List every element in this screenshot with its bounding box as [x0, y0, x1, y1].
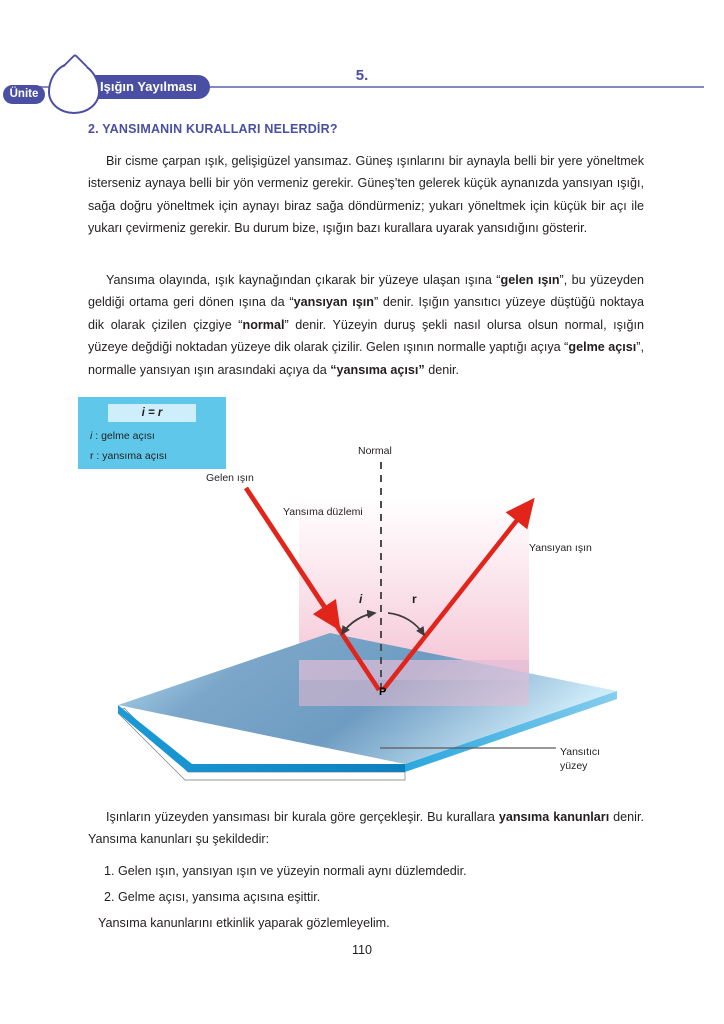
angle-label-r: r — [412, 592, 417, 606]
term-yansiyan-isin: yansıyan ışın — [293, 295, 374, 310]
paragraph-intro: Bir cisme çarpan ışık, gelişigüzel yansımaz. Güneş ışınlarını bir aynayla belli bir yere yöneltmek isterseniz aynaya belli bir yön vermeniz gerekir. Güneş’ten gelerek küçük aynanızda yansıyan ışığı, sağa doğru yöneltmek için aynayı biraz sağa döndürmeniz; yukarı yöneltmek için küçük bir açı ile yukarı çevirmeniz gerekir. Bu durum bize, ışığın bazı kurallara uyarak yansıdığını gösterir. — [88, 154, 644, 236]
text-run: ”, bu yüzeyden geldiği ortama geri dönen ışına da “ — [88, 273, 644, 310]
law-item-1: 1. Gelen ışın, yansıyan ışın ve yüzeyin normali aynı düzlemdedir. — [104, 864, 467, 878]
text-run: denir. — [424, 362, 460, 377]
text-run: denir. Yansıma kanunları şu şekildedir: — [88, 810, 644, 847]
label-reflected-ray: Yansıyan ışın — [529, 542, 592, 554]
term-yansima-acisi: “yansıma açısı” — [330, 362, 425, 377]
unit-title-pill: Işığın Yayılması — [84, 75, 210, 99]
unit-badge-droplet-icon — [48, 62, 100, 114]
label-reflection-plane: Yansıma düzlemi — [283, 506, 363, 518]
label-reflecting-surface — [560, 745, 600, 773]
paragraph-closing: Yansıma kanunlarını etkinlik yaparak gözlemleyelim. — [98, 916, 390, 930]
label-normal: Normal — [358, 445, 392, 457]
label-reflecting-surface-line2: yüzey — [560, 760, 588, 772]
text-run: ”, normalle yansıyan ışın arasındaki açıya da — [88, 340, 644, 377]
label-reflecting-surface-line1: Yansıtıcı — [560, 746, 601, 758]
legend-box — [78, 397, 226, 469]
plane-shade — [299, 660, 529, 680]
term-yansima-kanunlari: yansıma kanunları — [498, 810, 610, 824]
legend-symbol-r: r — [90, 450, 94, 462]
unit-number: 5. — [355, 67, 369, 84]
page-number: 110 — [351, 943, 373, 957]
term-gelme-acisi: gelme açısı — [568, 340, 637, 355]
law-item-2: 2. Gelme açısı, yansıma açısına eşittir. — [104, 890, 321, 904]
term-gelen-isin: gelen ışın — [500, 273, 560, 287]
legend-equation: i = r — [108, 404, 196, 422]
legend-text-r: : yansıma açısı — [93, 450, 168, 462]
text-run: Yansıma olayında, ışık kaynağından çıkarak bir yüzeye ulaşan ışına “ — [106, 273, 501, 287]
unit-word-label: Ünite — [3, 85, 45, 104]
text-run: ” denir. Işığın yansıtıcı yüzeye düştüğü noktaya dik olarak çizilen çizgiye “ — [88, 295, 644, 332]
legend-text-i: : gelme açısı — [92, 430, 155, 442]
angle-label-i: i — [359, 592, 363, 606]
text-run: ” denir. Yüzeyin duruş şekli nasıl olursa olsun normal, ışığın yüzeye değdiği noktadan yüzeye dik olarak çizilir. Gelen ışının normalle yaptığı açıya “ — [88, 317, 644, 355]
legend-symbol-i: i — [90, 430, 93, 442]
section-heading: 2. YANSIMANIN KURALLARI NELERDİR? — [88, 122, 338, 136]
legend-line-r — [90, 450, 167, 462]
text-run: Işınların yüzeyden yansıması bir kurala göre gerçekleşir. Bu kurallara — [106, 810, 499, 824]
paragraph-laws-intro — [88, 806, 644, 851]
paragraph-definitions — [88, 269, 644, 381]
legend-line-i — [90, 430, 155, 442]
term-normal: normal — [242, 317, 285, 332]
page-header — [0, 62, 724, 114]
point-p-label: P — [379, 686, 387, 698]
label-incident-ray: Gelen ışın — [206, 472, 254, 484]
